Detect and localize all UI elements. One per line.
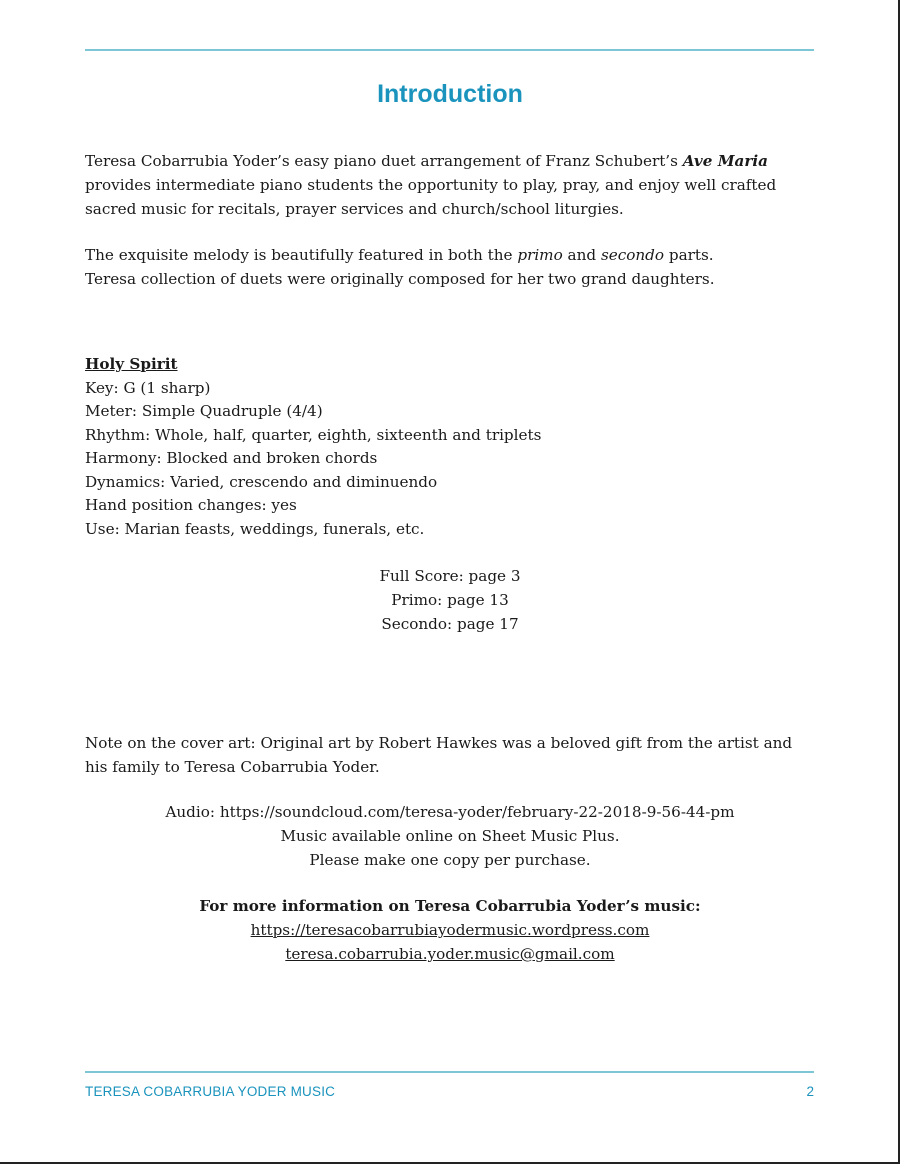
melody-paragraph <box>85 243 825 291</box>
secondo-page: Secondo: page 17 <box>381 615 519 633</box>
primo-term: primo <box>517 246 563 264</box>
page-number: 2 <box>806 1084 814 1099</box>
piece-specs <box>85 353 541 541</box>
full-score-page: Full Score: page 3 <box>379 567 521 585</box>
page-index <box>0 564 900 636</box>
cover-note-line1: Note on the cover art: Original art by Robert Hawkes was a beloved gift from the artist and <box>85 734 793 752</box>
intro-text-end: provides intermediate piano students the opportunity to play, pray, and enjoy well crafted sacred music for recitals, prayer services and church/school liturgies. <box>85 176 777 218</box>
spec-meter: Meter: Simple Quadruple (4/4) <box>85 402 323 420</box>
primo-page: Primo: page 13 <box>391 591 509 609</box>
spec-harmony: Harmony: Blocked and broken chords <box>85 449 378 467</box>
footer-rule <box>85 1071 814 1073</box>
audio-link[interactable]: Audio: https://soundcloud.com/teresa-yoder/february-22-2018-9-56-44-pm <box>165 803 735 821</box>
website-link[interactable]: https://teresacobarrubiayodermusic.wordpress.com <box>250 921 650 939</box>
page-title: Introduction <box>377 80 523 108</box>
piece-title: Ave Maria <box>682 152 768 170</box>
spec-dynamics: Dynamics: Varied, crescendo and diminuendo <box>85 472 438 491</box>
cover-art-note <box>85 731 825 779</box>
email-link[interactable]: teresa.cobarrubia.yoder.music@gmail.com <box>285 945 615 963</box>
header-rule <box>85 49 814 51</box>
footer-brand: TERESA COBARRUBIA YODER MUSIC <box>85 1084 336 1099</box>
info-heading: For more information on Teresa Cobarrubia Yoder’s music: <box>199 897 701 915</box>
cover-note-line2: his family to Teresa Cobarrubia Yoder. <box>85 758 380 776</box>
spec-use: Use: Marian feasts, weddings, funerals, etc. <box>85 519 425 538</box>
spec-hand-position: Hand position changes: yes <box>85 496 297 514</box>
melody-text-start: The exquisite melody is beautifully featured in both the <box>85 246 518 264</box>
melody-line2: Teresa collection of duets were originally composed for her two grand daughters. <box>85 270 715 288</box>
intro-text-start: Teresa Cobarrubia Yoder’s easy piano duet arrangement of Franz Schubert’s <box>85 152 683 170</box>
secondo-term: secondo <box>600 246 665 264</box>
melody-and: and <box>562 246 601 264</box>
copy-note: Please make one copy per purchase. <box>309 851 591 869</box>
specs-heading: Holy Spirit <box>85 355 178 373</box>
contact-info <box>0 894 900 966</box>
audio-info <box>0 800 900 872</box>
intro-paragraph <box>85 149 825 221</box>
availability-note: Music available online on Sheet Music Plus. <box>280 827 620 845</box>
melody-text-end: parts. <box>664 246 714 264</box>
spec-key: Key: G (1 sharp) <box>85 378 211 397</box>
spec-rhythm: Rhythm: Whole, half, quarter, eighth, sixteenth and triplets <box>85 425 542 444</box>
